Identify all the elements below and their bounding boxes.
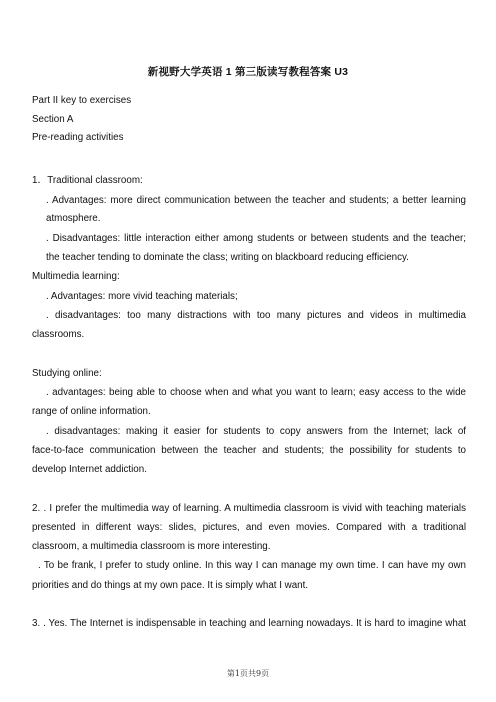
q1-multimedia-disadvantages: . disadvantages: too many distractions with too many pictures and videos in multimedia [46, 310, 466, 321]
page-footer: 第1页共9页 [226, 669, 270, 678]
q3-answer-line-1: 3. . Yes. The Internet is indispensable in teaching and learning nowadays. It is hard to imagine what [32, 618, 466, 629]
q1-online-advantages-cont: range of online information. [32, 406, 151, 417]
part-heading: Part II key to exercises [32, 95, 132, 106]
q1-multimedia-disadvantages-cont: classrooms. [32, 329, 85, 340]
q1-online-disadvantages-cont: face-to-face communication between the teacher and students; the possibility for students to [32, 445, 466, 456]
section-heading: Section A [32, 114, 74, 125]
pre-reading-heading: Pre-reading activities [32, 132, 124, 143]
q1-multimedia-heading: Multimedia learning: [32, 271, 120, 282]
q2-answer-line-5: priorities and do things at my own pace. It is simply what I want. [32, 580, 309, 591]
q1-online-disadvantages: . disadvantages: making it easier for students to copy answers from the Internet; lack of [46, 426, 466, 437]
q2-answer-line-2: presented in different ways: slides, pictures, and even movies. Compared with a traditional [32, 522, 466, 533]
document-title: 新视野大学英语 1 第三版读写教程答案 U3 [147, 66, 349, 78]
q2-answer-line-3: classroom, a multimedia classroom is more interesting. [32, 541, 271, 552]
q1-traditional-disadvantages-cont: the teacher tending to dominate the class; writing on blackboard reducing efficiency. [46, 252, 409, 263]
q1-multimedia-advantages: . Advantages: more vivid teaching materials; [46, 291, 238, 302]
q2-answer-line-1: 2. . I prefer the multimedia way of learning. A multimedia classroom is vivid with teaching materials [32, 503, 466, 514]
q1-online-disadvantages-end: develop Internet addiction. [32, 464, 147, 475]
q1-traditional-disadvantages: . Disadvantages: little interaction either among students or between students and the teacher; [46, 233, 466, 244]
q2-answer-line-4: . To be frank, I prefer to study online. In this way I can manage my own time. I can have my own [38, 560, 466, 571]
q1-traditional-heading: 1．Traditional classroom: [32, 175, 143, 186]
q1-traditional-advantages: . Advantages: more direct communication between the teacher and students; a better learning [46, 195, 466, 206]
q1-online-advantages: . advantages: being able to choose when and what you want to learn; easy access to the wide [46, 387, 466, 398]
q1-online-heading: Studying online: [32, 368, 102, 379]
q1-traditional-advantages-cont: atmosphere. [46, 213, 101, 224]
